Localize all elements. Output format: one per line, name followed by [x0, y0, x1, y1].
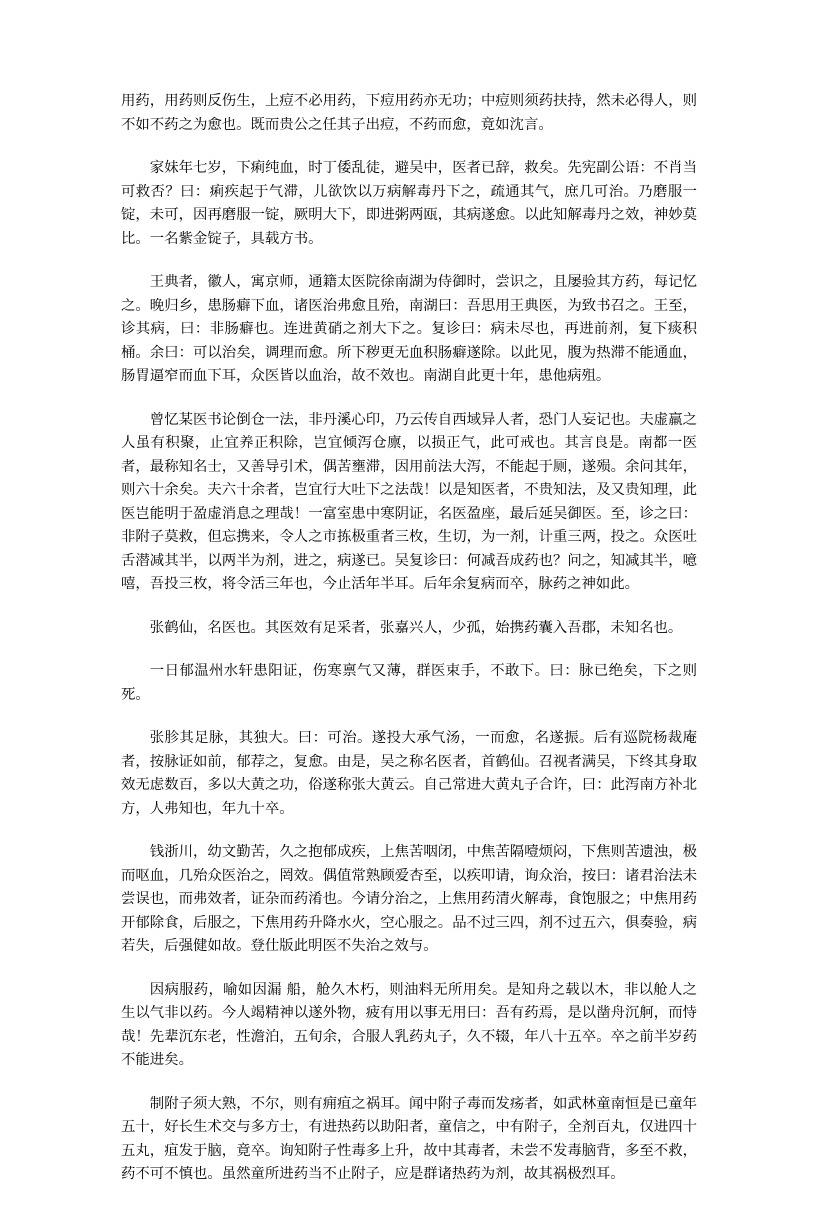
- paragraph-1: 用药，用药则反伤生，上痘不必用药，下痘用药亦无功；中痘则须药扶持，然未必得人，则不如不药之为愈也。既而贵公之任其子出痘，不药而愈，竟如沈言。: [121, 93, 697, 133]
- paragraph-7: 张胗其足脉，其独大。曰：可治。遂投大承气汤，一而愈，名遂振。后有巡院杨裁庵者，按脉证如前，郁荐之，复愈。由是，吴之称名医者，首鹤仙。召视者满吴，下终其身取效无虑数百，多以大黄之功，俗遂称张大黄云。自己常进大黄丸子合许，曰：此泻南方补北方，人弗知也，年九十卒。: [121, 730, 697, 817]
- paragraph-10: 制附子须大熟，不尔，则有痈疽之祸耳。闻中附子毒而发疡者，如武林童南恒是已童年五十，好长生术交与多方士，有进热药以助阳者，童信之，中有附子，全剂百丸，仅进四十五丸，疽发于脑，竟卒。询知附子性毒多上升，故中其毒者，未尝不发毒脑背，多至不救，药不可不慎也。虽然童所进药当不止附子，应是群诸热药为剂，故其祸极烈耳。: [121, 1095, 697, 1182]
- paragraph-2: 家妹年七岁，下痢纯血，时丁倭乱徒，避吴中，医者已辞，救矣。先宪副公语：不肖当可救否？曰：痢疾起于气滞，儿欲饮以万病解毒丹下之，疏通其气，庶几可治。乃磨服一锭，未可，因再磨服一锭，厥明大下，即进粥两瓯，其病遂愈。以此知解毒丹之效，神妙莫比。一名紫金锭子，具载方书。: [121, 160, 697, 247]
- paragraph-3: 王典者，徽人，寓京师，通籍太医院徐南湖为侍御时，尝识之，且屡验其方药，每记忆之。晚归乡，患肠癖下血，诸医治弗愈且殆，南湖曰：吾思用王典医，为致书召之。王至，诊其病，曰：非肠癖也。连进黄硝之剂大下之。复诊曰：病未尽也，再进前剂，复下痰积桶。余曰：可以治矣，调理而愈。所下秽更无血积肠癖遂除。以此见，腹为热滞不能通血，肠胃逼窄而血下耳，众医皆以血治，故不效也。南湖自此更十年，患他病殂。: [121, 274, 697, 384]
- document-page: [121, 90, 697, 1207]
- paragraph-4: 曾忆某医书论倒仓一法，非丹溪心印，乃云传自西域异人者，恐门人妄记也。夫虚羸之人虽有积聚，止宜养正积除，岂宜倾泻仓廪，以损正气，此可戒也。其言良是。南都一医者，最称知名士，又善导引术，偶苦壅滞，因用前法大泻，不能起于厕，遂殒。余问其年，则六十余矣。夫六十余者，岂宜行大吐下之法哉！以是知医者，不贵知法，及又贵知理，此医岂能明于盈虚消息之理哉！一富室患中寒阴证，名医盈座，最后延吴御医。至，诊之曰：非附子莫救，但忘携来，令人之市拣极重者三枚，生切，为一剂，计重三两，投之。众医吐舌潜减其半，以两半为剂，进之，病遂已。吴复诊曰：何减吾成药也？问之，知减其半，噫嘻，吾投三枚，将令活三年也，今止活年半耳。后年余复病而卒，脉药之神如此。: [121, 411, 697, 592]
- paragraph-8: 钱浙川，幼文勤苦，久之抱郁成疾，上焦苦咽闭，中焦苦隔噎烦闷，下焦则苦遗浊，极而呕血，几殆众医治之，罔效。偶值常熟顾爱杏至，以疾叩请，询众治，按曰：诸君治法未尝误也，而弗效者，证杂而药淆也。今请分治之，上焦用药清火解毒，食饱服之；中焦用药开郁除食，后服之，下焦用药升降水火，空心服之。品不过三四，剂不过五六，俱奏验，病若失，后强健如故。登仕版此明医不失治之效与。: [121, 844, 697, 954]
- paragraph-9: 因病服药，喻如因漏 船，舱久木朽，则油料无所用矣。是知舟之载以木，非以舱人之生以气非以药。今人竭精神以遂外物，疲有用以事无用曰：吾有药焉，是以凿舟沉舸，而恃哉！先辈沉东老，性澹泊，五旬余，合服人乳药丸子，久不辍，年八十五卒。卒之前半岁药不能进矣。: [121, 981, 697, 1068]
- paragraph-5: 张鹤仙，名医也。其医效有足采者，张嘉兴人，少孤，始携药囊入吾郡，未知名也。: [149, 619, 683, 636]
- paragraph-6: 一日郁温州水轩患阳证，伤寒禀气又薄，群医束手，不敢下。曰：脉已绝矣，下之则死。: [121, 663, 697, 703]
